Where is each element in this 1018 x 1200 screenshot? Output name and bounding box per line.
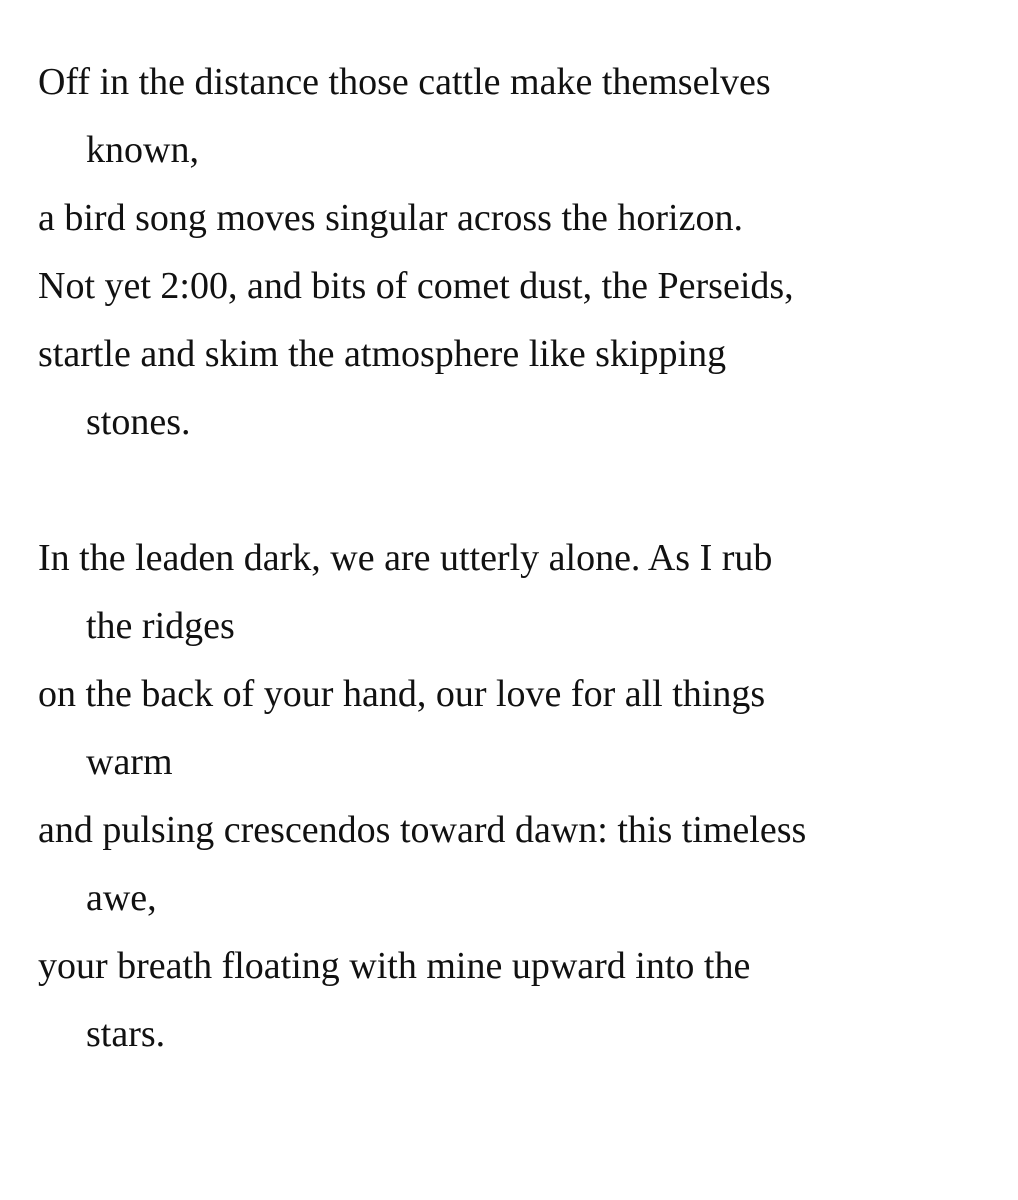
poem-line: your breath floating with mine upward into the (38, 945, 751, 987)
poem-line: a bird song moves singular across the horizon. (38, 197, 743, 239)
poem-line: In the leaden dark, we are utterly alone. As I rub (38, 537, 773, 579)
poem-line-continuation: stars. (86, 1013, 166, 1055)
poem-line-continuation: warm (86, 741, 173, 783)
poem-line: Not yet 2:00, and bits of comet dust, the Perseids, (38, 265, 794, 307)
poem-line: on the back of your hand, our love for all things (38, 673, 766, 715)
stanza-break (38, 456, 998, 524)
poem-line-continuation: awe, (86, 877, 157, 919)
poem-line: Off in the distance those cattle make themselves (38, 61, 771, 103)
poem-line: startle and skim the atmosphere like skipping (38, 333, 727, 375)
poem-body (38, 48, 998, 1068)
poem-line-continuation: known, (86, 129, 199, 171)
stanza-1 (38, 48, 998, 456)
poem-line: and pulsing crescendos toward dawn: this timeless (38, 809, 807, 851)
poem-line-continuation: stones. (86, 401, 191, 443)
poem-line-continuation: the ridges (86, 605, 235, 647)
stanza-2 (38, 524, 998, 1068)
